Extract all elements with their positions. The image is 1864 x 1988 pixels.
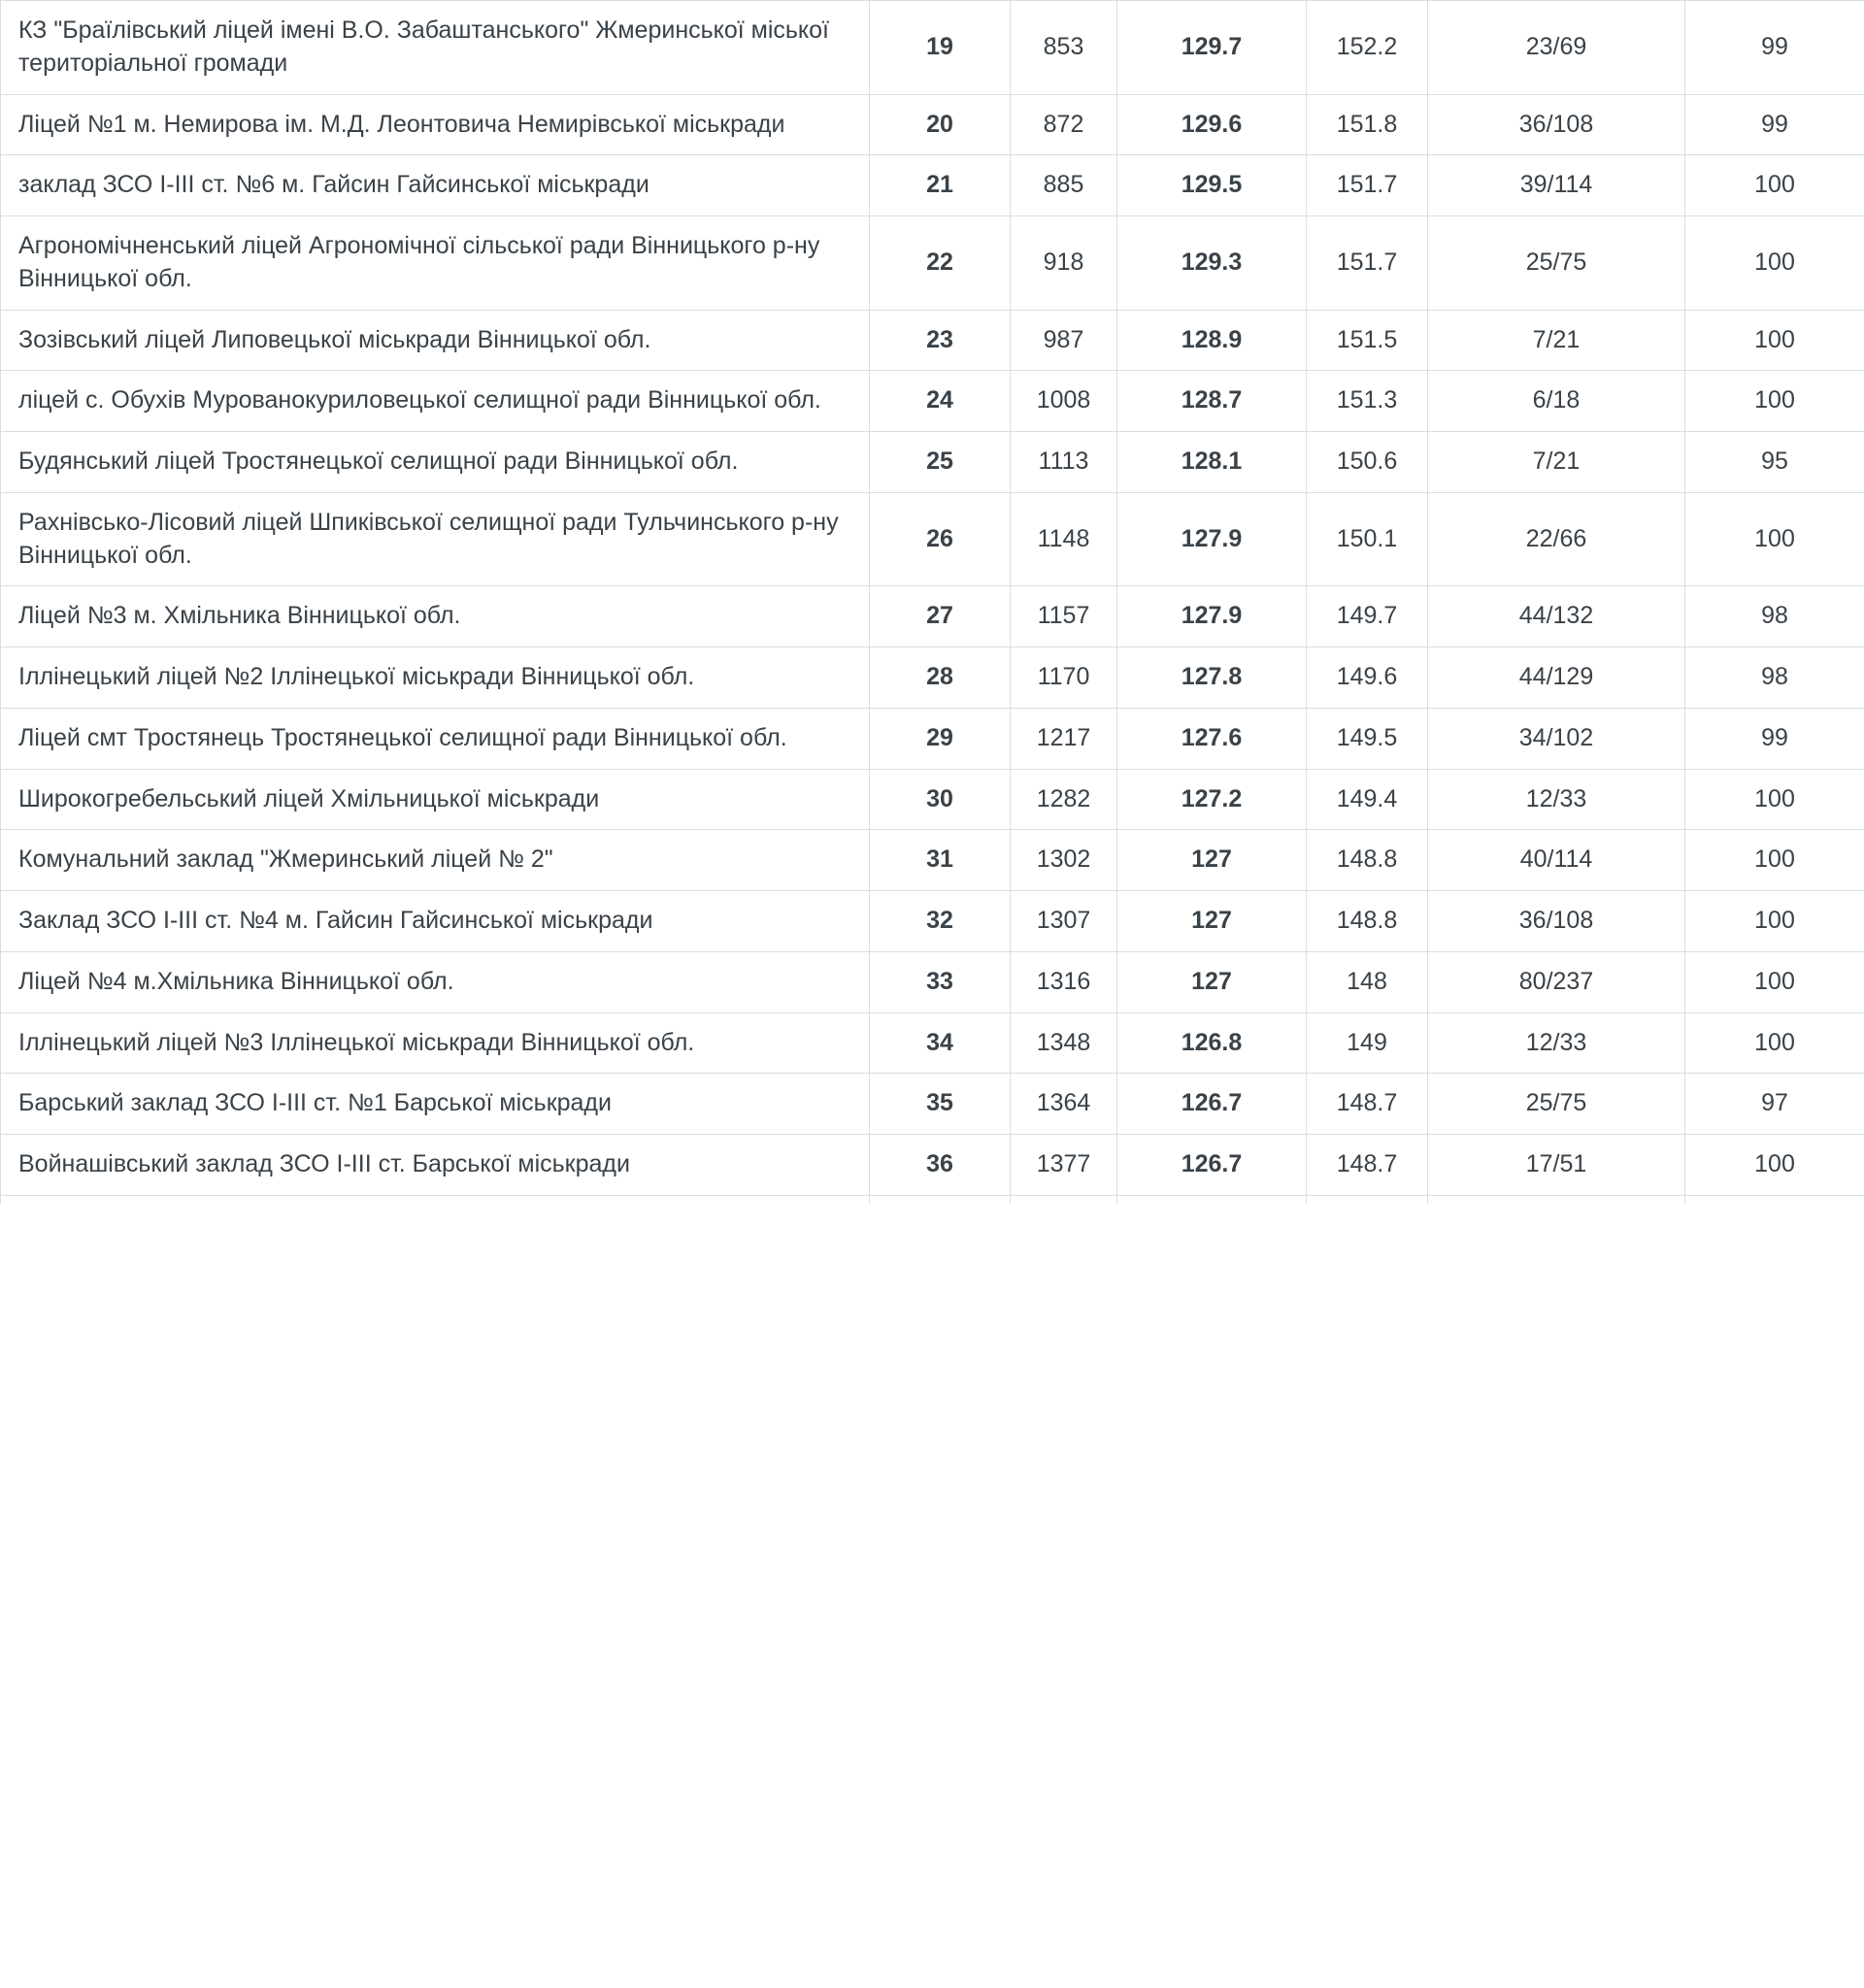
participants-ratio-cell: 7/21 — [1428, 310, 1685, 371]
percent-cell: 100 — [1685, 769, 1864, 830]
average-score-cell: 129.5 — [1117, 155, 1307, 216]
participants-ratio-cell: 23/69 — [1428, 1, 1685, 95]
max-score-cell: 149.5 — [1307, 708, 1428, 769]
total-rank-cell: 1157 — [1011, 586, 1117, 647]
total-rank-cell: 1348 — [1011, 1012, 1117, 1074]
total-rank-cell: 885 — [1011, 155, 1117, 216]
rank-cell: 36 — [870, 1135, 1011, 1196]
participants-ratio-cell: 6/18 — [1428, 371, 1685, 432]
percent-cell: 100 — [1685, 891, 1864, 952]
average-score-cell: 127.9 — [1117, 492, 1307, 586]
participants-ratio-cell: 25/75 — [1428, 216, 1685, 311]
empty-cell — [1428, 1195, 1685, 1204]
average-score-cell: 128.7 — [1117, 371, 1307, 432]
total-rank-cell: 918 — [1011, 216, 1117, 311]
max-score-cell: 151.5 — [1307, 310, 1428, 371]
school-name-cell: Барський заклад ЗСО I-III ст. №1 Барської міськради — [1, 1074, 870, 1135]
max-score-cell: 148.8 — [1307, 891, 1428, 952]
max-score-cell: 148 — [1307, 951, 1428, 1012]
table-row — [1, 708, 1864, 769]
rank-cell: 24 — [870, 371, 1011, 432]
average-score-cell: 129.7 — [1117, 1, 1307, 95]
average-score-cell: 129.6 — [1117, 94, 1307, 155]
total-rank-cell: 1377 — [1011, 1135, 1117, 1196]
table-row — [1, 647, 1864, 709]
table-row — [1, 1, 1864, 95]
percent-cell: 100 — [1685, 1135, 1864, 1196]
total-rank-cell: 1307 — [1011, 891, 1117, 952]
percent-cell: 100 — [1685, 951, 1864, 1012]
max-score-cell: 149.7 — [1307, 586, 1428, 647]
max-score-cell: 149.6 — [1307, 647, 1428, 709]
percent-cell: 100 — [1685, 216, 1864, 311]
rank-cell: 20 — [870, 94, 1011, 155]
total-rank-cell: 1217 — [1011, 708, 1117, 769]
percent-cell: 99 — [1685, 94, 1864, 155]
average-score-cell: 129.3 — [1117, 216, 1307, 311]
total-rank-cell: 1282 — [1011, 769, 1117, 830]
table-row — [1, 769, 1864, 830]
school-name-cell: Войнашівський заклад ЗСО I-III ст. Барської міськради — [1, 1135, 870, 1196]
empty-cell — [1685, 1195, 1864, 1204]
average-score-cell: 127 — [1117, 891, 1307, 952]
school-name-cell: Іллінецький ліцей №3 Іллінецької міськради Вінницької обл. — [1, 1012, 870, 1074]
rank-cell: 21 — [870, 155, 1011, 216]
average-score-cell: 126.8 — [1117, 1012, 1307, 1074]
rank-cell: 31 — [870, 830, 1011, 891]
participants-ratio-cell: 39/114 — [1428, 155, 1685, 216]
participants-ratio-cell: 40/114 — [1428, 830, 1685, 891]
total-rank-cell: 1170 — [1011, 647, 1117, 709]
table-row — [1, 492, 1864, 586]
participants-ratio-cell: 22/66 — [1428, 492, 1685, 586]
school-name-cell: КЗ "Браїлівський ліцей імені В.О. Забаштанського" Жмеринської міської територіальної громади — [1, 1, 870, 95]
rank-cell: 29 — [870, 708, 1011, 769]
table-row — [1, 586, 1864, 647]
total-rank-cell: 1008 — [1011, 371, 1117, 432]
percent-cell: 100 — [1685, 155, 1864, 216]
participants-ratio-cell: 7/21 — [1428, 432, 1685, 493]
rank-cell: 28 — [870, 647, 1011, 709]
max-score-cell: 149.4 — [1307, 769, 1428, 830]
rank-cell: 19 — [870, 1, 1011, 95]
percent-cell: 99 — [1685, 708, 1864, 769]
participants-ratio-cell: 44/132 — [1428, 586, 1685, 647]
rank-cell: 27 — [870, 586, 1011, 647]
school-name-cell: заклад ЗСО I-III ст. №6 м. Гайсин Гайсинської міськради — [1, 155, 870, 216]
average-score-cell: 127.6 — [1117, 708, 1307, 769]
table-row — [1, 371, 1864, 432]
percent-cell: 100 — [1685, 310, 1864, 371]
table-row — [1, 94, 1864, 155]
rank-cell: 22 — [870, 216, 1011, 311]
total-rank-cell: 1316 — [1011, 951, 1117, 1012]
table-row-partial — [1, 1195, 1864, 1204]
empty-cell — [1, 1195, 870, 1204]
rank-cell: 26 — [870, 492, 1011, 586]
total-rank-cell: 1113 — [1011, 432, 1117, 493]
table-row — [1, 155, 1864, 216]
empty-cell — [1011, 1195, 1117, 1204]
average-score-cell: 126.7 — [1117, 1074, 1307, 1135]
rank-cell: 30 — [870, 769, 1011, 830]
percent-cell: 97 — [1685, 1074, 1864, 1135]
average-score-cell: 128.1 — [1117, 432, 1307, 493]
max-score-cell: 151.7 — [1307, 216, 1428, 311]
average-score-cell: 127.8 — [1117, 647, 1307, 709]
max-score-cell: 148.7 — [1307, 1074, 1428, 1135]
table-row — [1, 951, 1864, 1012]
max-score-cell: 149 — [1307, 1012, 1428, 1074]
percent-cell: 99 — [1685, 1, 1864, 95]
max-score-cell: 151.7 — [1307, 155, 1428, 216]
rank-cell: 33 — [870, 951, 1011, 1012]
percent-cell: 95 — [1685, 432, 1864, 493]
max-score-cell: 148.7 — [1307, 1135, 1428, 1196]
participants-ratio-cell: 17/51 — [1428, 1135, 1685, 1196]
table-row — [1, 830, 1864, 891]
school-name-cell: ліцей с. Обухів Мурованокуриловецької селищної ради Вінницької обл. — [1, 371, 870, 432]
max-score-cell: 152.2 — [1307, 1, 1428, 95]
average-score-cell: 127 — [1117, 951, 1307, 1012]
table-row — [1, 1074, 1864, 1135]
average-score-cell: 128.9 — [1117, 310, 1307, 371]
participants-ratio-cell: 12/33 — [1428, 1012, 1685, 1074]
percent-cell: 98 — [1685, 647, 1864, 709]
participants-ratio-cell: 80/237 — [1428, 951, 1685, 1012]
school-name-cell: Ліцей №4 м.Хмільника Вінницької обл. — [1, 951, 870, 1012]
average-score-cell: 126.7 — [1117, 1135, 1307, 1196]
empty-cell — [870, 1195, 1011, 1204]
participants-ratio-cell: 12/33 — [1428, 769, 1685, 830]
table-row — [1, 1012, 1864, 1074]
average-score-cell: 127.2 — [1117, 769, 1307, 830]
school-name-cell: Комунальний заклад "Жмеринський ліцей № 2" — [1, 830, 870, 891]
percent-cell: 100 — [1685, 371, 1864, 432]
max-score-cell: 151.8 — [1307, 94, 1428, 155]
participants-ratio-cell: 44/129 — [1428, 647, 1685, 709]
max-score-cell: 150.6 — [1307, 432, 1428, 493]
school-name-cell: Іллінецький ліцей №2 Іллінецької міськради Вінницької обл. — [1, 647, 870, 709]
rank-cell: 34 — [870, 1012, 1011, 1074]
school-name-cell: Широкогребельський ліцей Хмільницької міськради — [1, 769, 870, 830]
table-row — [1, 432, 1864, 493]
school-name-cell: Ліцей №1 м. Немирова ім. М.Д. Леонтовича Немирівської міськради — [1, 94, 870, 155]
table-row — [1, 891, 1864, 952]
total-rank-cell: 853 — [1011, 1, 1117, 95]
participants-ratio-cell: 25/75 — [1428, 1074, 1685, 1135]
rank-cell: 35 — [870, 1074, 1011, 1135]
total-rank-cell: 1364 — [1011, 1074, 1117, 1135]
max-score-cell: 150.1 — [1307, 492, 1428, 586]
school-name-cell: Заклад ЗСО I-III ст. №4 м. Гайсин Гайсинської міськради — [1, 891, 870, 952]
rank-cell: 23 — [870, 310, 1011, 371]
max-score-cell: 148.8 — [1307, 830, 1428, 891]
average-score-cell: 127 — [1117, 830, 1307, 891]
empty-cell — [1117, 1195, 1307, 1204]
school-name-cell: Ліцей смт Тростянець Тростянецької селищної ради Вінницької обл. — [1, 708, 870, 769]
participants-ratio-cell: 36/108 — [1428, 891, 1685, 952]
table-row — [1, 310, 1864, 371]
max-score-cell: 151.3 — [1307, 371, 1428, 432]
empty-cell — [1307, 1195, 1428, 1204]
school-name-cell: Ліцей №3 м. Хмільника Вінницької обл. — [1, 586, 870, 647]
percent-cell: 98 — [1685, 586, 1864, 647]
school-name-cell: Будянський ліцей Тростянецької селищної ради Вінницької обл. — [1, 432, 870, 493]
participants-ratio-cell: 36/108 — [1428, 94, 1685, 155]
school-name-cell: Агрономічненський ліцей Агрономічної сільської ради Вінницького р-ну Вінницької обл. — [1, 216, 870, 311]
participants-ratio-cell: 34/102 — [1428, 708, 1685, 769]
total-rank-cell: 987 — [1011, 310, 1117, 371]
rank-cell: 32 — [870, 891, 1011, 952]
percent-cell: 100 — [1685, 492, 1864, 586]
school-name-cell: Рахнівсько-Лісовий ліцей Шпиківської селищної ради Тульчинського р-ну Вінницької обл. — [1, 492, 870, 586]
table-body — [1, 1, 1864, 1204]
rank-cell: 25 — [870, 432, 1011, 493]
total-rank-cell: 1148 — [1011, 492, 1117, 586]
table-row — [1, 1135, 1864, 1196]
total-rank-cell: 872 — [1011, 94, 1117, 155]
total-rank-cell: 1302 — [1011, 830, 1117, 891]
percent-cell: 100 — [1685, 830, 1864, 891]
average-score-cell: 127.9 — [1117, 586, 1307, 647]
percent-cell: 100 — [1685, 1012, 1864, 1074]
school-name-cell: Зозівський ліцей Липовецької міськради Вінницької обл. — [1, 310, 870, 371]
table-row — [1, 216, 1864, 311]
